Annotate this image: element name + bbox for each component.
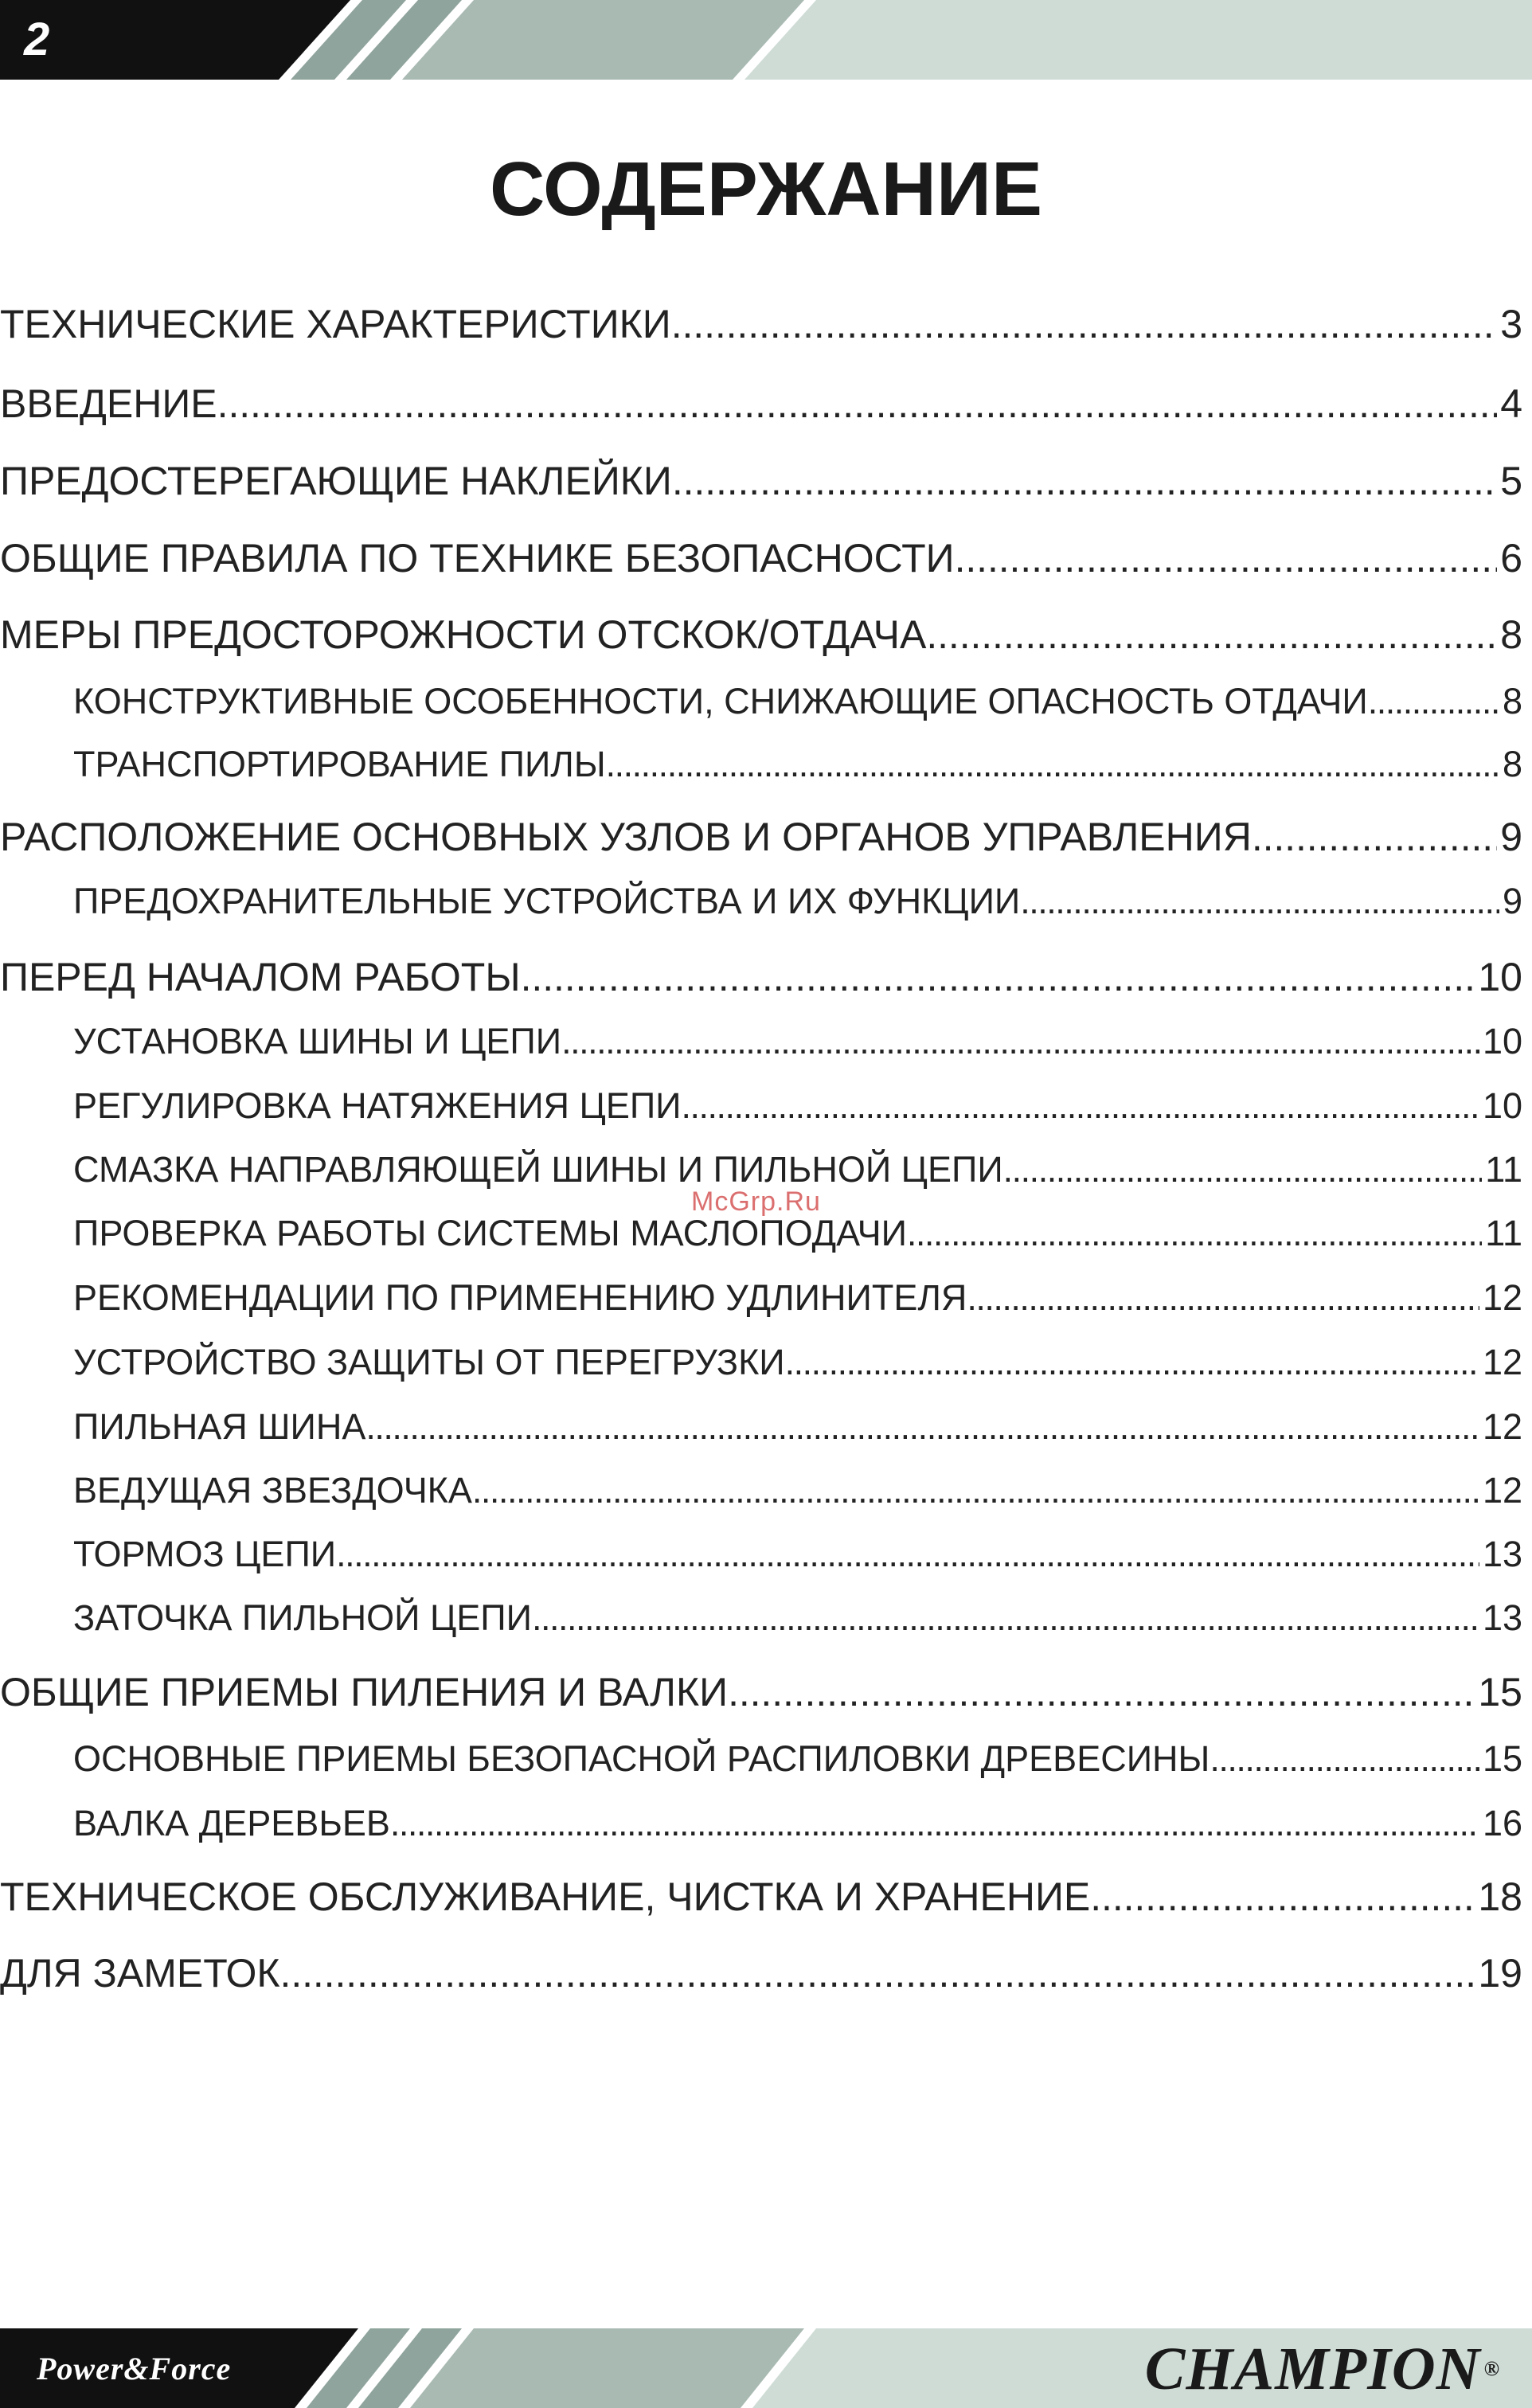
- toc-entry: [73, 1406, 1522, 1448]
- toc-leader-dots: [532, 1597, 1479, 1639]
- toc-leader-dots: [521, 954, 1475, 1000]
- toc-entry-page: 8: [1502, 744, 1522, 784]
- power-force-logo: Power&Force: [37, 2351, 232, 2386]
- toc-leader-dots: [365, 1406, 1479, 1448]
- toc-entry-page: 18: [1478, 1874, 1522, 1919]
- toc-entry-page: 9: [1500, 815, 1522, 859]
- header-stripes-graphic: [0, 0, 1532, 80]
- toc-entry: [0, 814, 1522, 860]
- toc-leader-dots: [217, 381, 1498, 427]
- toc-entry-title: ПЕРЕД НАЧАЛОМ РАБОТЫ: [0, 955, 521, 999]
- toc-entry: [73, 881, 1522, 922]
- toc-leader-dots: [1210, 1738, 1479, 1780]
- toc-leader-dots: [671, 301, 1497, 347]
- toc-entry-page: 15: [1482, 1738, 1522, 1779]
- toc-entry-title: СМАЗКА НАПРАВЛЯЮЩЕЙ ШИНЫ И ПИЛЬНОЙ ЦЕПИ: [73, 1149, 1003, 1190]
- toc-entry: [73, 1738, 1522, 1780]
- toc-entry-page: 10: [1482, 1021, 1522, 1061]
- toc-entry-title: ТОРМОЗ ЦЕПИ: [73, 1534, 337, 1574]
- toc-leader-dots: [1020, 881, 1499, 922]
- toc-leader-dots: [728, 1669, 1475, 1715]
- toc-entry-page: 11: [1485, 1213, 1522, 1253]
- toc-entry: [0, 612, 1522, 658]
- toc-entry-page: 13: [1482, 1597, 1522, 1638]
- toc-entry: [73, 1085, 1522, 1127]
- toc-entry: [73, 1470, 1522, 1511]
- toc-entry-title: ВВЕДЕНИЕ: [0, 381, 217, 426]
- toc-leader-dots: [336, 1534, 1479, 1575]
- toc-leader-dots: [472, 1470, 1479, 1511]
- toc-entry-page: 16: [1482, 1803, 1522, 1843]
- toc-entry: [0, 458, 1522, 504]
- toc-entry-title: ТЕХНИЧЕСКОЕ ОБСЛУЖИВАНИЕ, ЧИСТКА И ХРАНЕНИЕ: [0, 1874, 1091, 1919]
- toc-entry-title: ДЛЯ ЗАМЕТОК: [0, 1951, 280, 1996]
- toc-entry-page: 6: [1500, 536, 1522, 580]
- toc-leader-dots: [606, 744, 1499, 785]
- toc-entry: [73, 1213, 1522, 1254]
- toc-entry-title: ПРОВЕРКА РАБОТЫ СИСТЕМЫ МАСЛОПОДАЧИ: [73, 1213, 907, 1253]
- toc-leader-dots: [907, 1213, 1482, 1254]
- toc-entry: [0, 381, 1522, 427]
- toc-entry: [0, 301, 1522, 347]
- toc-entry: [73, 1149, 1522, 1190]
- toc-entry-page: 9: [1502, 881, 1522, 921]
- toc-entry-page: 11: [1485, 1149, 1522, 1190]
- toc-entry: [73, 1021, 1522, 1062]
- toc-entry-title: ПРЕДОСТЕРЕГАЮЩИЕ НАКЛЕЙКИ: [0, 459, 672, 503]
- page-number: 2: [24, 14, 50, 65]
- toc-leader-dots: [1003, 1149, 1483, 1190]
- toc-entry: [73, 1803, 1522, 1844]
- toc-entry-page: 12: [1482, 1470, 1522, 1511]
- toc-entry-page: 12: [1482, 1342, 1522, 1382]
- toc-entry-title: МЕРЫ ПРЕДОСТОРОЖНОСТИ ОТСКОК/ОТДАЧА: [0, 612, 927, 657]
- toc-entry-title: ОБЩИЕ ПРИЕМЫ ПИЛЕНИЯ И ВАЛКИ: [0, 1670, 729, 1714]
- toc-entry: [0, 1874, 1522, 1920]
- toc-leader-dots: [280, 1950, 1475, 1996]
- footer-band: [0, 2328, 1532, 2408]
- toc-entry-title: УСТАНОВКА ШИНЫ И ЦЕПИ: [73, 1021, 562, 1061]
- toc-entry-title: ЗАТОЧКА ПИЛЬНОЙ ЦЕПИ: [73, 1597, 532, 1638]
- toc-leader-dots: [1090, 1874, 1475, 1920]
- toc-entry: [73, 1342, 1522, 1383]
- toc-entry-title: ОСНОВНЫЕ ПРИЕМЫ БЕЗОПАСНОЙ РАСПИЛОВКИ ДРЕВЕСИНЫ: [73, 1738, 1210, 1779]
- toc-entry-page: 12: [1482, 1277, 1522, 1318]
- toc-entry: [73, 681, 1522, 722]
- toc-entry: [0, 535, 1522, 581]
- toc-entry: [0, 954, 1522, 1000]
- toc-entry-page: 15: [1478, 1670, 1522, 1714]
- toc-leader-dots: [967, 1277, 1479, 1319]
- toc-entry-title: УСТРОЙСТВО ЗАЩИТЫ ОТ ПЕРЕГРУЗКИ: [73, 1342, 785, 1382]
- champion-logo: [1145, 2333, 1500, 2405]
- toc-entry-page: 12: [1482, 1406, 1522, 1447]
- toc-entry-page: 10: [1482, 1085, 1522, 1126]
- champion-logo-text: CHAMPION: [1144, 2336, 1481, 2402]
- toc-entry-title: РЕГУЛИРОВКА НАТЯЖЕНИЯ ЦЕПИ: [73, 1085, 682, 1126]
- toc-entry-title: ТРАНСПОРТИРОВАНИЕ ПИЛЫ: [73, 744, 606, 784]
- toc-entry: [73, 744, 1522, 785]
- toc-leader-dots: [955, 535, 1498, 581]
- toc-entry-title: ВЕДУЩАЯ ЗВЕЗДОЧКА: [73, 1470, 472, 1511]
- toc-entry: [73, 1534, 1522, 1575]
- toc-leader-dots: [785, 1342, 1479, 1383]
- toc-entry-page: 8: [1502, 681, 1522, 721]
- toc-entry-title: ТЕХНИЧЕСКИЕ ХАРАКТЕРИСТИКИ: [0, 302, 671, 346]
- toc-leader-dots: [682, 1085, 1479, 1127]
- toc-leader-dots: [672, 458, 1497, 504]
- page-title: СОДЕРЖАНИЕ: [490, 147, 1042, 232]
- toc-leader-dots: [1252, 814, 1497, 860]
- toc-leader-dots: [561, 1021, 1479, 1062]
- toc-entry-page: 13: [1482, 1534, 1522, 1574]
- toc-entry-page: 3: [1500, 302, 1522, 346]
- toc-entry-title: ПРЕДОХРАНИТЕЛЬНЫЕ УСТРОЙСТВА И ИХ ФУНКЦИИ: [73, 881, 1021, 921]
- toc-entry: [0, 1950, 1522, 1996]
- toc-leader-dots: [390, 1803, 1479, 1844]
- toc-entry-title: ВАЛКА ДЕРЕВЬЕВ: [73, 1803, 390, 1843]
- toc-entry-title: РЕКОМЕНДАЦИИ ПО ПРИМЕНЕНИЮ УДЛИНИТЕЛЯ: [73, 1277, 967, 1318]
- toc-entry-page: 5: [1500, 459, 1522, 503]
- toc-entry: [73, 1597, 1522, 1639]
- toc-entry-title: ПИЛЬНАЯ ШИНА: [73, 1406, 366, 1447]
- registered-mark: ®: [1483, 2357, 1500, 2380]
- toc-entry-page: 19: [1478, 1951, 1522, 1996]
- watermark: McGrp.Ru: [691, 1186, 821, 1217]
- toc-entry-page: 10: [1478, 955, 1522, 999]
- toc-entry: [0, 1669, 1522, 1715]
- toc-leader-dots: [1368, 681, 1499, 722]
- toc-entry-title: КОНСТРУКТИВНЫЕ ОСОБЕННОСТИ, СНИЖАЮЩИЕ ОПАСНОСТЬ ОТДАЧИ: [73, 681, 1368, 721]
- toc-entry-title: ОБЩИЕ ПРАВИЛА ПО ТЕХНИКЕ БЕЗОПАСНОСТИ: [0, 536, 955, 580]
- toc-leader-dots: [926, 612, 1497, 658]
- toc-entry: [73, 1277, 1522, 1319]
- toc-entry-title: РАСПОЛОЖЕНИЕ ОСНОВНЫХ УЗЛОВ И ОРГАНОВ УПРАВЛЕНИЯ: [0, 815, 1252, 859]
- header-band: [0, 0, 1532, 80]
- toc-entry-page: 8: [1500, 612, 1522, 657]
- toc-entry-page: 4: [1500, 381, 1522, 426]
